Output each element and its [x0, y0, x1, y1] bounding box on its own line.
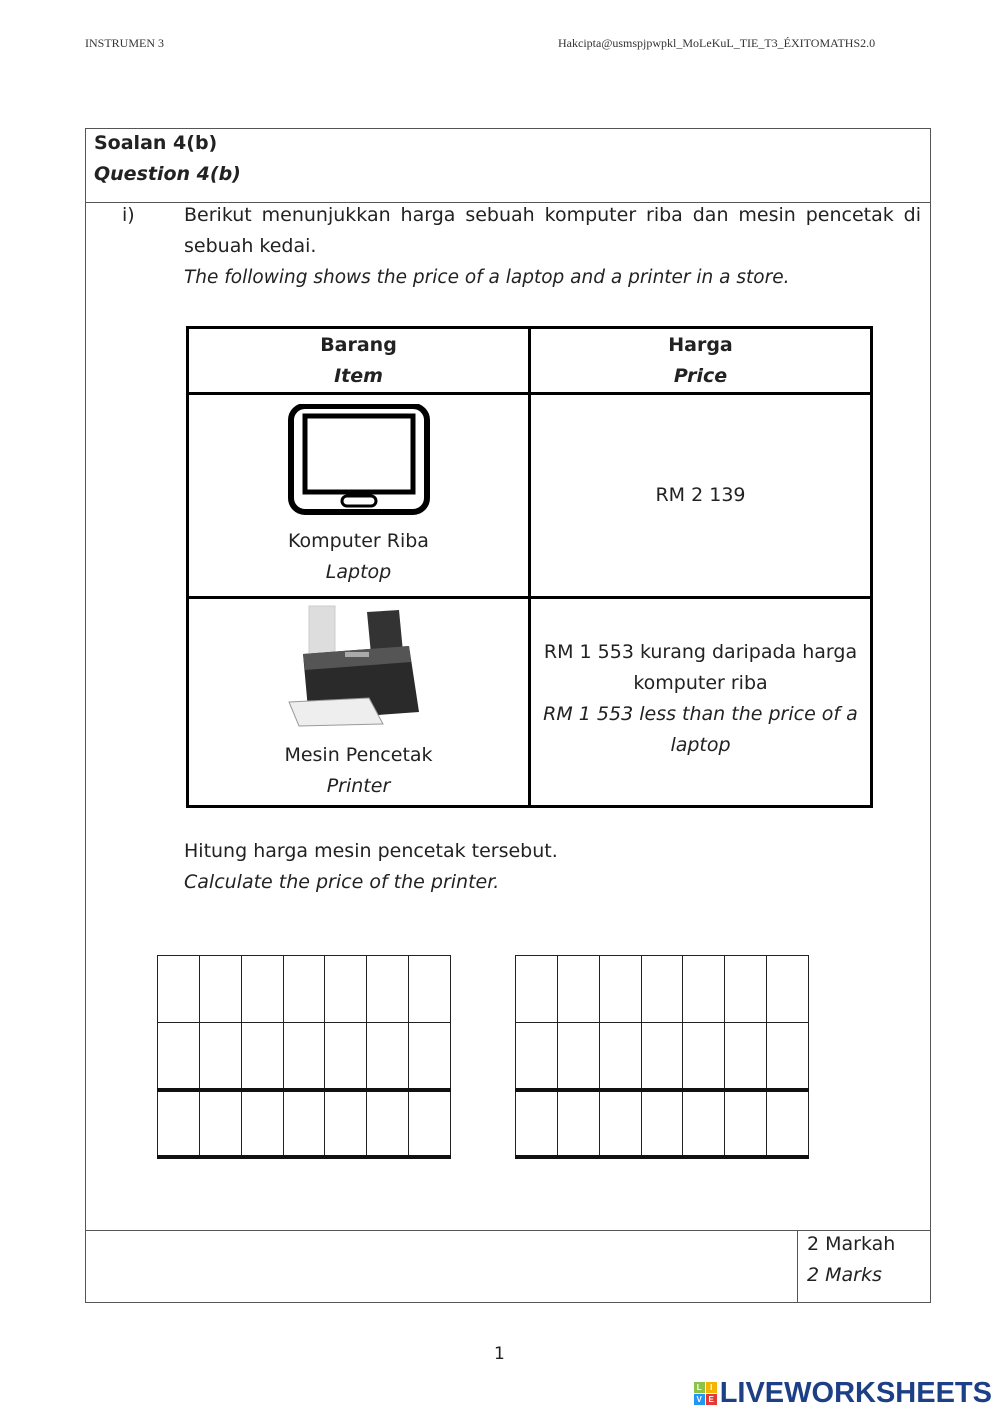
tablet-icon: [287, 404, 431, 516]
intro-en: The following shows the price of a laptop and a printer in a store.: [184, 267, 790, 288]
logo-letter: I: [706, 1382, 717, 1393]
item-name-ms: Komputer Riba: [288, 529, 429, 552]
logo-letter: E: [706, 1394, 717, 1405]
title-en-prefix: Question 4: [94, 163, 210, 185]
price-desc-en: RM 1 553 less than the price of a laptop: [543, 703, 858, 756]
item-name-en: Laptop: [325, 560, 392, 583]
item-name-en: Printer: [326, 775, 391, 797]
logo-text: LIVEWORKSHEETS: [719, 1377, 992, 1409]
marks-ms: 2 Markah: [807, 1233, 896, 1255]
table-row: [188, 598, 872, 807]
task-en: Calculate the price of the printer.: [184, 871, 500, 893]
intro-ms: Berikut menunjukkan harga sebuah komputer riba dan mesin pencetak di sebuah kedai.: [184, 204, 921, 257]
header-item: [188, 328, 530, 394]
header-price-en: Price: [673, 364, 728, 387]
page-number: 1: [494, 1344, 505, 1364]
footer-divider: [85, 1230, 931, 1231]
header-left: INSTRUMEN 3: [85, 36, 165, 50]
answer-grid-left[interactable]: [157, 955, 451, 1159]
question-title-en: [94, 159, 241, 190]
item-name-ms: Mesin Pencetak: [284, 744, 433, 766]
price-value: RM 2 139: [655, 484, 746, 506]
logo-letter: L: [694, 1382, 705, 1393]
logo-letter: V: [694, 1394, 705, 1405]
header-item-ms: Barang: [320, 333, 397, 356]
printer-icon: [279, 602, 439, 730]
header-price: [530, 328, 872, 394]
liveworksheets-logo: [694, 1377, 992, 1410]
marks-divider: [797, 1230, 798, 1303]
logo-icon: [694, 1382, 717, 1405]
marks-en: 2 Marks: [807, 1264, 882, 1286]
answer-grid-right[interactable]: [515, 955, 809, 1159]
table-row: [188, 394, 872, 598]
header-item-en: Item: [334, 364, 383, 387]
part-label: i): [122, 204, 135, 226]
price-table: [186, 326, 873, 808]
header-right: Hakcipta@usmspjpwpkl_MoLeKuL_TIE_T3_ÉXITOMATHS2.0: [558, 36, 876, 50]
question-title-ms: Soalan 4(b): [94, 132, 218, 154]
title-en-suffix: (b): [209, 163, 241, 185]
price-desc-ms: RM 1 553 kurang daripada harga komputer riba: [543, 641, 858, 694]
task-ms: Hitung harga mesin pencetak tersebut.: [184, 840, 558, 862]
header-price-ms: Harga: [668, 333, 733, 356]
